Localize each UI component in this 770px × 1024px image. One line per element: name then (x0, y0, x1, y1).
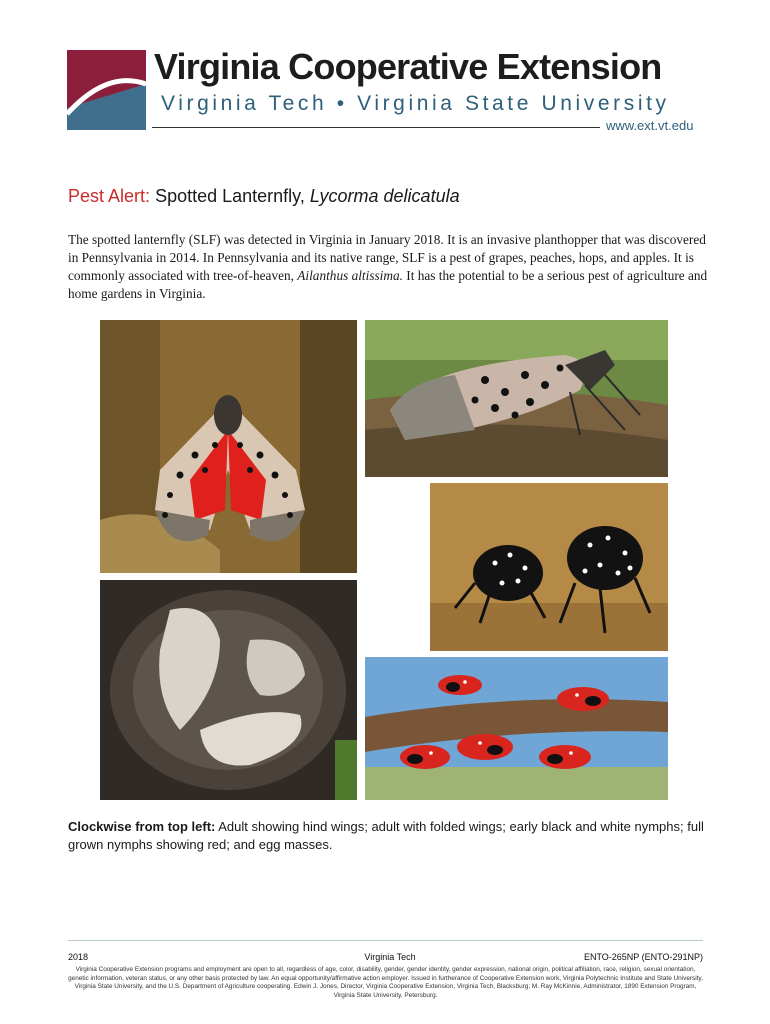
vce-logo-mark (67, 50, 146, 130)
photo-caption (68, 818, 708, 854)
header-rule (152, 127, 600, 128)
page-title (68, 186, 460, 207)
brand-title: Virginia Cooperative Extension (154, 46, 662, 87)
intro-host-scientific: Ailanthus altissima. (297, 268, 403, 283)
footer-year: 2018 (68, 952, 89, 962)
photo-early-nymphs (430, 483, 668, 651)
footer-publication-code: ENTO-265NP (ENTO-291NP) (583, 952, 703, 962)
title-prefix: Pest Alert: (68, 186, 151, 206)
photo-red-nymphs (365, 657, 668, 800)
intro-text-2: It has the potential to be a serious pest of agriculture and home gardens in Virginia. (68, 268, 708, 301)
brand-url[interactable]: www.ext.vt.edu (606, 118, 694, 133)
photo-adult-hind-wings (100, 320, 357, 573)
title-common-name: Spotted Lanternfly, (155, 186, 305, 206)
intro-text-1: The spotted lanternfly (SLF) was detected in Virginia in January 2018. It is an invasive planthopper that was discovered in Pennsylvania in 2014. In Pennsylvania and its native range, SLF is a pest of grapes, peaches, hops, and apples. It is commonly associated with tree-of-heaven, (68, 232, 706, 283)
footer-rule (68, 940, 703, 941)
brand-subtitle: Virginia Tech • Virginia State University (161, 92, 670, 115)
footer-institution: Virginia Tech (364, 952, 416, 962)
intro-paragraph (68, 231, 708, 303)
photo-egg-masses (100, 580, 357, 800)
photo-adult-folded-wings (365, 320, 668, 477)
caption-text: Adult showing hind wings; adult with folded wings; early black and white nymphs; full grown nymphs showing red; and egg masses. (68, 819, 704, 852)
title-scientific-name: Lycorma delicatula (309, 186, 460, 206)
caption-lead: Clockwise from top left: (68, 819, 216, 834)
footer-legal-notice: Virginia Cooperative Extension programs and employment are open to all, regardless of age, color, disability, gender, gender identity, gender expression, national origin, political affiliation, race, religion, sexual orientation, genetic information, veteran status, or any other basis protected by law. An equal opportunity/affirmative action employer. Issued in furtherance of Cooperative Extension work, Virginia Polytechnic Institute and State University, Virginia State University, and the U.S. Department of Agriculture cooperating. Edwin J. Jones, Director, Virginia Cooperative Extension, Virginia Tech, Blacksburg; M. Ray McKinnie, Administrator, 1890 Extension Program, Virginia State University, Petersburg. (68, 966, 703, 999)
